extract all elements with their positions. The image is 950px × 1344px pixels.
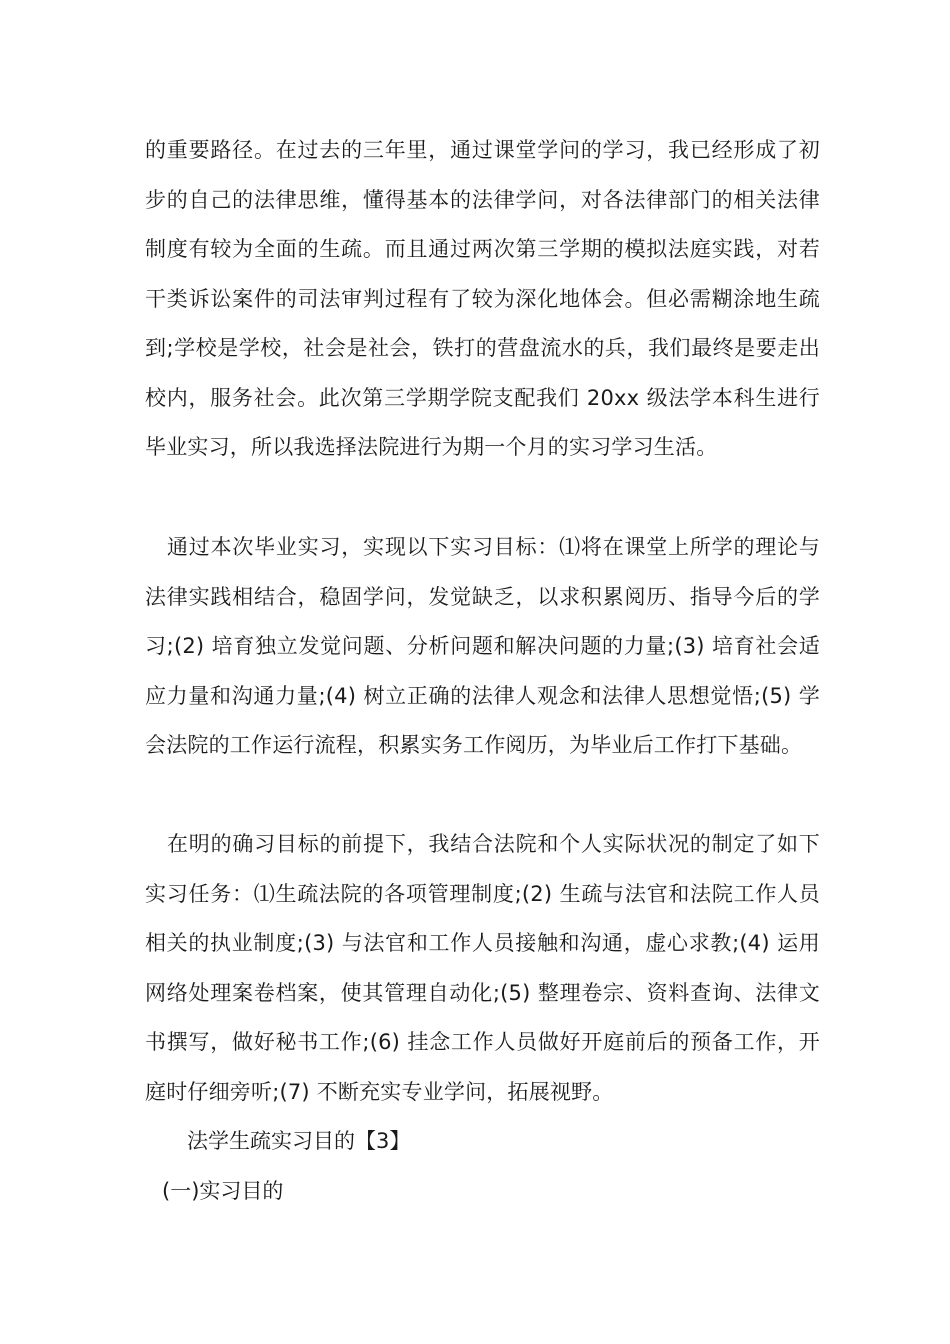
body-paragraph-2: 通过本次毕业实习，实现以下实习目标：⑴将在课堂上所学的理论与法律实践相结合，稳固学问，发觉缺乏，以求积累阅历、指导今后的学习;(2) 培育独立发觉问题、分析问题和解决问题的力量;(3) 培育社会适应力量和沟通力量;(4) 树立正确的法律人观念和法律人思想觉悟;(5) 学会法院的工作运行流程，积累实务工作阅历，为毕业后工作打下基础。 xyxy=(145,535,820,757)
section-title: 法学生疏实习目的【3】 xyxy=(187,1129,411,1153)
body-paragraph-1: 的重要路径。在过去的三年里，通过课堂学问的学习，我已经形成了初步的自己的法律思维，懂得基本的法律学问，对各法律部门的相关法律制度有较为全面的生疏。而且通过两次第三学期的模拟法庭实践，对若干类诉讼案件的司法审判过程有了较为深化地体会。但必需糊涂地生疏到;学校是学校，社会是社会，铁打的营盘流水的兵，我们最终是要走出校内，服务社会。此次第三学期学院支配我们 20xx 级法学本科生进行毕业实习，所以我选择法院进行为期一个月的实习学习生活。 xyxy=(145,138,820,459)
body-paragraph-3: 在明的确习目标的前提下，我结合法院和个人实际状况的制定了如下实习任务：⑴生疏法院的各项管理制度;(2) 生疏与法官和法院工作人员相关的执业制度;(3) 与法官和工作人员接触和沟通，虚心求教;(4) 运用网络处理案卷档案，使其管理自动化;(5) 整理卷宗、资料查询、法律文书撰写，做好秘书工作;(6) 挂念工作人员做好开庭前后的预备工作，开庭时仔细旁听;(7) 不断充实专业学问，拓展视野。 xyxy=(145,832,820,1104)
subsection-title: (一)实习目的 xyxy=(162,1179,284,1203)
